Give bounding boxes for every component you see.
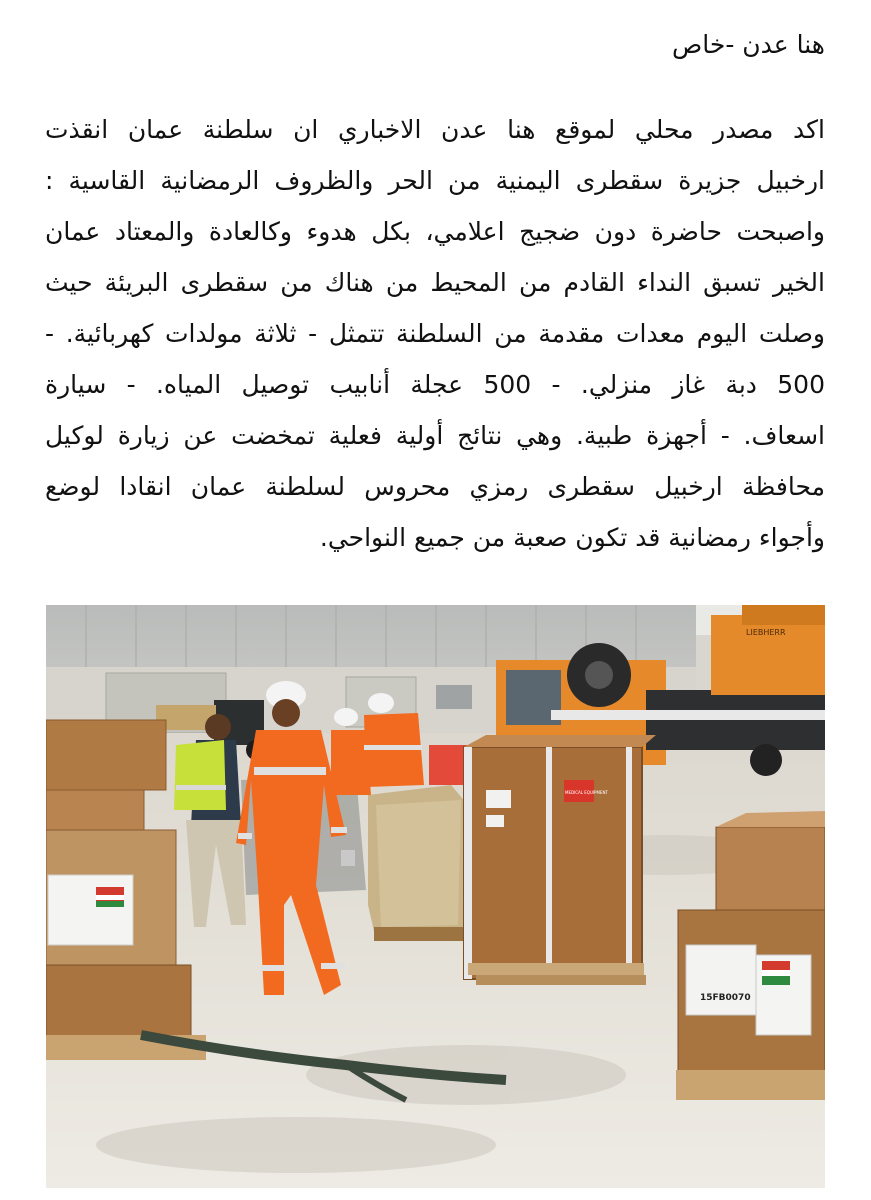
- news-photo: [46, 605, 825, 1188]
- article-line: وصلت اليوم معدات مقدمة من السلطنة تتمثل - ثلاثة مولدات كهربائية. -: [45, 319, 825, 348]
- article-line: الخير تسبق النداء القادم من المحيط من هناك من سقطرى البريئة حيث: [45, 268, 825, 297]
- medical-crate: [464, 735, 656, 985]
- article-line: واصبحت حاضرة دون ضجيج اعلامي، بكل هدوء وكالعادة والمعتاد عمان: [45, 217, 825, 246]
- article-line: ارخبيل جزيرة سقطرى اليمنية من الحر والظروف الرمضانية القاسية :: [45, 166, 825, 195]
- article-line-last: وأجواء رمضانية قد تكون صعبة من جميع النواحي.: [319, 523, 825, 552]
- article-line: اسعاف. - أجهزة طبية. وهي نتائج أولية فعلية تمخضت عن زيارة لوكيل: [45, 421, 825, 450]
- photo-illustration: [46, 605, 825, 1188]
- article-line: اكد مصدر محلي لموقع هنا عدن الاخباري ان سلطنة عمان انقذت: [45, 115, 825, 144]
- dateline: هنا عدن -خاص: [672, 30, 825, 59]
- warehouse-vent: [436, 685, 472, 709]
- article-body: [45, 108, 825, 567]
- article-line: 500 دبة غاز منزلي. - 500 عجلة أنابيب توصيل المياه. - سيارة: [45, 370, 825, 399]
- crane-brand-label: LIEBHERR: [746, 628, 786, 637]
- article-line: محافظة ارخبيل سقطرى رمزي محروس لسلطنة عمان انقادا لوضع: [45, 472, 825, 501]
- box-code-label: 15FB0070: [700, 993, 751, 1003]
- crate-sticker-label: MEDICAL EQUIPMENT: [565, 790, 608, 795]
